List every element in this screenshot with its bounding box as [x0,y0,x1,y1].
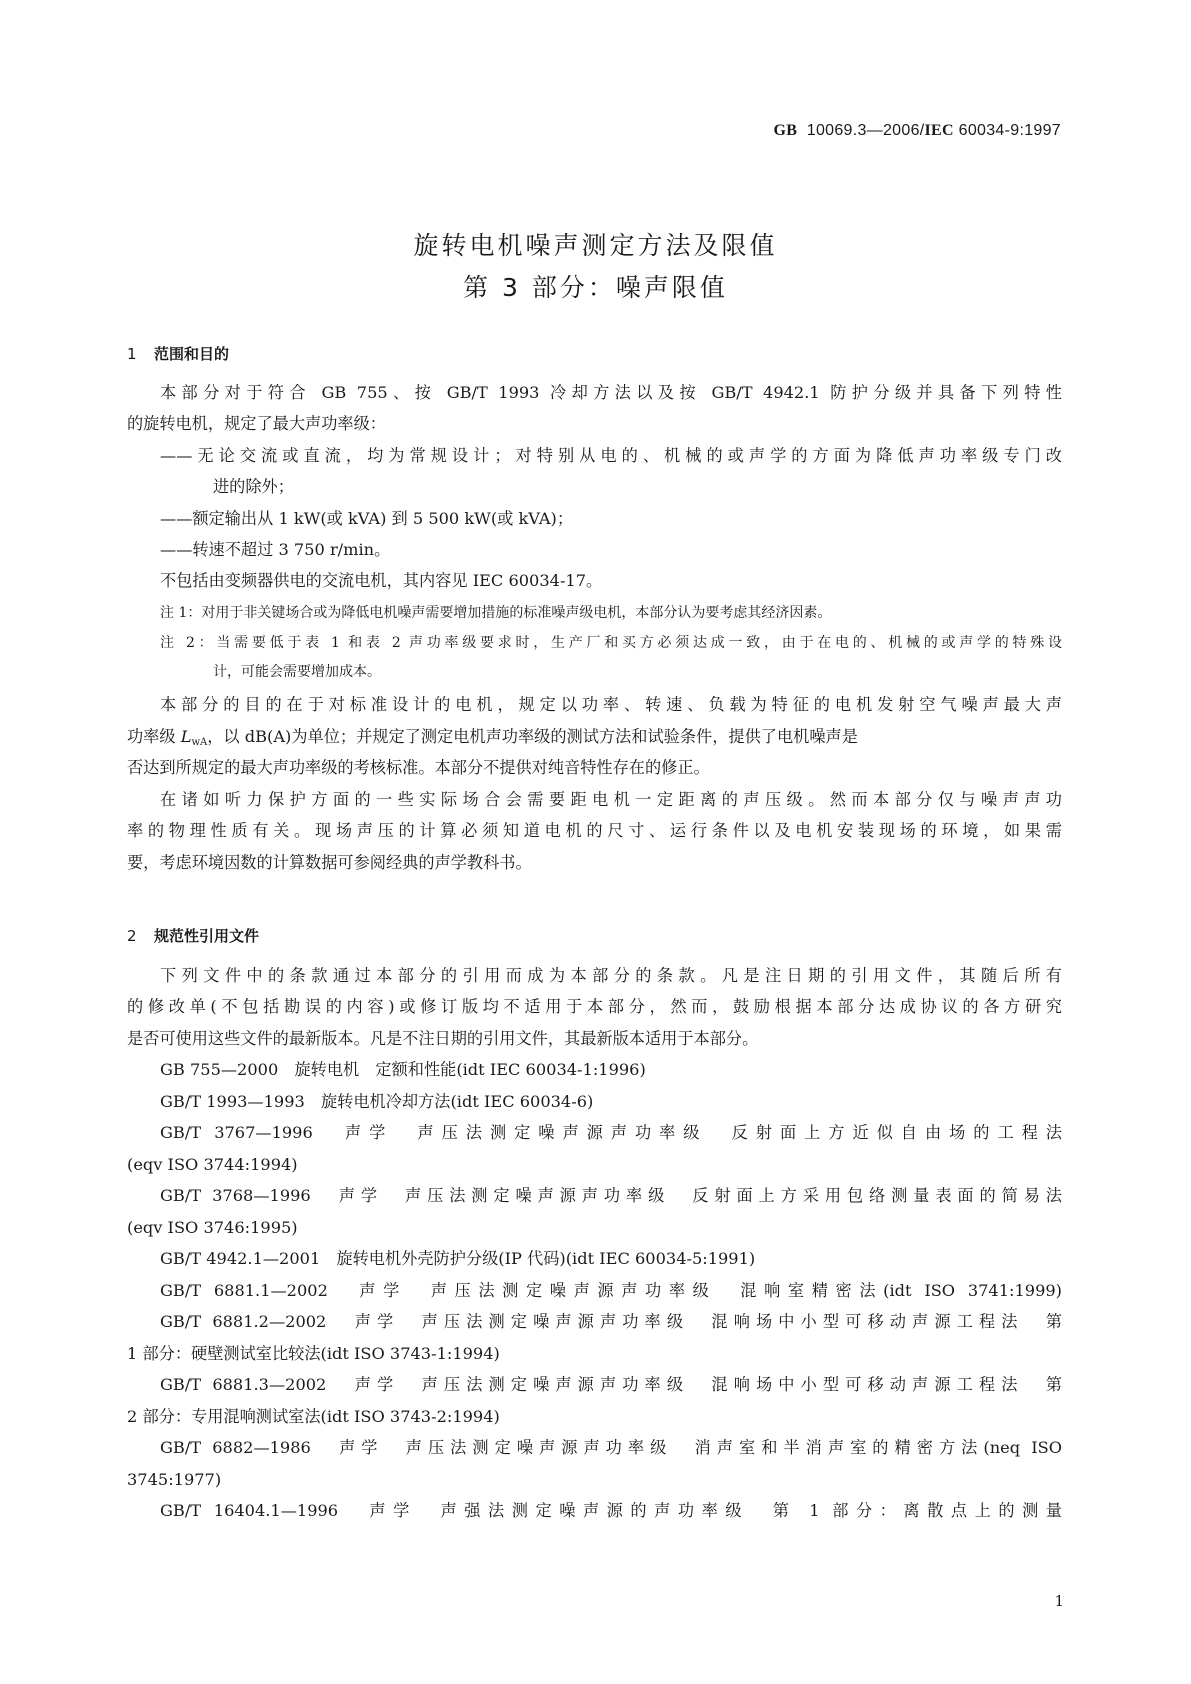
paragraph-line: 在诸如听力保护方面的一些实际场合会需要距电机一定距离的声压级。然而本部分仅与噪声声功 [160,790,1062,809]
section-number: 1 [127,345,137,363]
reference-item: GB/T 16404.1—1996 声学 声强法测定噪声源的声功率级 第 1 部分：离散点上的测量 [160,1501,1062,1520]
symbol-subscript: wA [191,737,208,748]
reference-item: GB/T 6881.2—2002 声学 声压法测定噪声源声功率级 混响场中小型可移动声源工程法 第 [160,1312,1062,1331]
paragraph-line: 的旋转电机，规定了最大声功率级： [127,414,386,433]
section-heading-1 [127,343,229,364]
iec-prefix: IEC [924,122,954,139]
paragraph-line: 的修改单(不包括勘误的内容)或修订版均不适用于本部分，然而，鼓励根据本部分达成协议的各方研究 [127,997,1062,1016]
standard-prefix: GB [773,122,798,139]
reference-item: GB/T 6881.3—2002 声学 声压法测定噪声源声功率级 混响场中小型可移动声源工程法 第 [160,1375,1062,1394]
symbol-lwa: L [180,727,192,746]
list-item-continuation: 进的除外； [213,477,294,496]
note-2-continuation: 计，可能会需要增加成本。 [213,664,381,680]
section-title: 规范性引用文件 [154,927,260,945]
paragraph-line: 率的物理性质有关。现场声压的计算必须知道电机的尺寸、运行条件以及电机安装现场的环境，如果需 [127,821,1062,840]
standard-number-header [774,122,1061,140]
note-1: 注 1：对用于非关键场合或为降低电机噪声需要增加措施的标准噪声级电机，本部分认为要考虑其经济因素。 [160,605,832,621]
reference-item: GB/T 4942.1—2001 旋转电机外壳防护分级(IP 代码)(idt IEC 60034-5:1991) [160,1249,756,1268]
text-fragment: ，以 dB(A)为单位；并规定了测定电机声功率级的测试方法和试验条件，提供了电机噪声是 [207,727,858,746]
reference-item: GB/T 1993—1993 旋转电机冷却方法(idt IEC 60034-6) [160,1092,594,1111]
reference-item: GB 755—2000 旋转电机 定额和性能(idt IEC 60034-1:1996) [160,1060,646,1079]
reference-item: GB/T 3768—1996 声学 声压法测定噪声源声功率级 反射面上方采用包络测量表面的简易法 [160,1186,1062,1205]
page-number: 1 [1054,1592,1064,1610]
paragraph-line: 要，考虑环境因数的计算数据可参阅经典的声学教科书。 [127,853,532,872]
paragraph-line: 本部分对于符合 GB 755、按 GB/T 1993 冷却方法以及按 GB/T 4942.1 防护分级并具备下列特性 [160,383,1062,402]
paragraph-line: 下列文件中的条款通过本部分的引用而成为本部分的条款。凡是注日期的引用文件，其随后所有 [160,966,1062,985]
document-subtitle: 第 3 部分：噪声限值 [463,273,728,302]
section-title: 范围和目的 [154,345,230,363]
reference-item: GB/T 6882—1986 声学 声压法测定噪声源声功率级 消声室和半消声室的精密方法(neq ISO [160,1438,1062,1457]
reference-item-continuation: 2 部分：专用混响测试室法(idt ISO 3743-2:1994) [127,1407,500,1426]
paragraph-line: 是否可使用这些文件的最新版本。凡是不注日期的引用文件，其最新版本适用于本部分。 [127,1029,759,1048]
reference-item: GB/T 3767—1996 声学 声压法测定噪声源声功率级 反射面上方近似自由场的工程法 [160,1123,1062,1142]
section-heading-2 [127,925,259,946]
note-2: 注 2：当需要低于表 1 和表 2 声功率级要求时，生产厂和买方必须达成一致，由于在电的、机械的或声学的特殊设 [160,635,1062,651]
list-item: ——转速不超过 3 750 r/min。 [160,540,391,559]
reference-item-continuation: 3745:1977) [127,1470,222,1489]
paragraph-line: 本部分的目的在于对标准设计的电机，规定以功率、转速、负载为特征的电机发射空气噪声最大声 [160,695,1062,714]
text-fragment: 功率级 [127,727,176,746]
standard-number: 10069.3—2006/ [806,122,925,139]
iec-number: 60034-9:1997 [958,122,1061,139]
paragraph-line: 不包括由变频器供电的交流电机，其内容见 IEC 60034-17。 [160,571,603,590]
reference-item: GB/T 6881.1—2002 声学 声压法测定噪声源声功率级 混响室精密法(idt ISO 3741:1999) [160,1281,1062,1300]
reference-item-continuation: (eqv ISO 3746:1995) [127,1218,298,1237]
section-number: 2 [127,927,137,945]
paragraph-line: 否达到所规定的最大声功率级的考核标准。本部分不提供对纯音特性存在的修正。 [127,758,710,777]
reference-item-continuation: (eqv ISO 3744:1994) [127,1155,298,1174]
list-item: ——额定输出从 1 kW(或 kVA) 到 5 500 kW(或 kVA)； [160,509,574,528]
list-item: ——无论交流或直流，均为常规设计；对特别从电的、机械的或声学的方面为降低声功率级专门改 [160,446,1062,465]
document-title: 旋转电机噪声测定方法及限值 [413,231,778,260]
paragraph-line [127,727,1062,753]
reference-item-continuation: 1 部分：硬壁测试室比较法(idt ISO 3743-1:1994) [127,1344,500,1363]
